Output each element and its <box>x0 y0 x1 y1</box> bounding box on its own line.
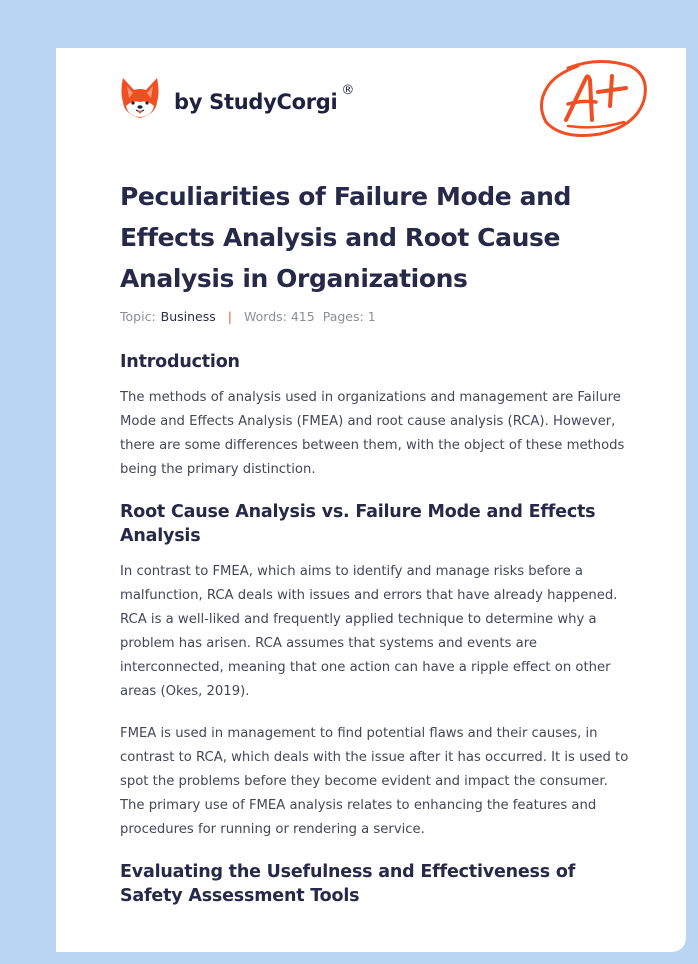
studycorgi-logo[interactable] <box>120 76 354 120</box>
document-card <box>56 48 686 952</box>
article-content <box>120 176 632 908</box>
paragraph: In contrast to FMEA, which aims to identify and manage risks before a malfunction, RCA deals with issues and errors that have already happened. RCA is a well-liked and frequently applied technique to determine why a problem has arisen. RCA assumes that systems and events are interconnected, meaning that one action can have a ripple effect on other areas (Okes, 2019). <box>120 564 618 699</box>
paragraph: The methods of analysis used in organizations and management are Failure Mode and Effects Analysis (FMEA) and root cause analysis (RCA). However, there are some differences between them, with the object of these methods being the primary distinction. <box>120 390 625 477</box>
meta-separator: | <box>227 309 232 324</box>
a-plus-grade-icon <box>538 58 650 140</box>
topic-link[interactable]: Business <box>160 309 216 324</box>
header <box>56 48 686 158</box>
words-label: Words: <box>244 309 287 324</box>
corgi-icon <box>120 76 160 120</box>
words-count: 415 <box>290 309 315 324</box>
section-heading-rca-vs-fmea: Root Cause Analysis vs. Failure Mode and Effects Analysis <box>120 502 596 546</box>
brand-name: by StudyCorgi <box>174 90 338 114</box>
pages-count: 1 <box>367 309 376 324</box>
section-heading-introduction: Introduction <box>120 352 240 372</box>
article-title: Peculiarities of Failure Mode and Effects Analysis and Root Cause Analysis in Organizations <box>120 182 571 293</box>
topic-label: Topic: <box>120 309 156 324</box>
registered-mark: ® <box>341 82 355 98</box>
paragraph: FMEA is used in management to find potential flaws and their causes, in contrast to RCA, which deals with the issue after it has occurred. It is used to spot the problems before they become evident and impact the consumer. The primary use of FMEA analysis relates to enhancing the features and procedures for running or rendering a service. <box>120 726 629 837</box>
pages-label: Pages: <box>322 309 364 324</box>
section-heading-evaluating-tools: Evaluating the Usefulness and Effectiveness of Safety Assessment Tools <box>120 862 576 906</box>
grade-badge <box>538 58 650 145</box>
article-meta <box>120 309 632 324</box>
